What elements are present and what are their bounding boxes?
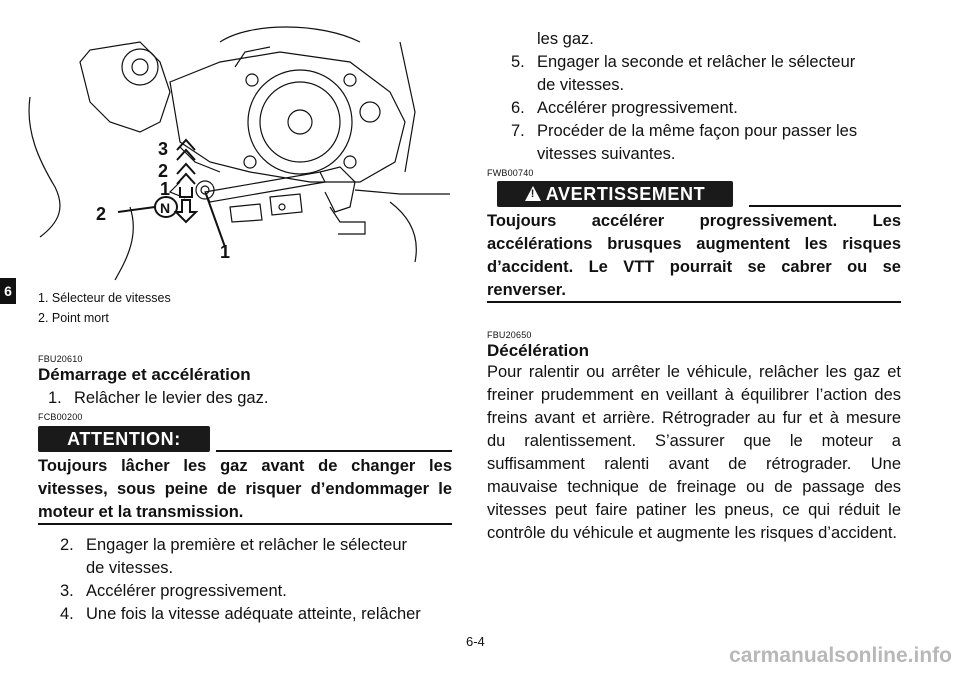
warning-triangle-icon	[525, 186, 541, 201]
warning-text: Toujours accélérer progressivement. Les accélérations brusques augmentent les risques d’accident. Le VTT pourrait se cabrer ou se renverser.	[487, 212, 901, 299]
caption-1: 1. Sélecteur de vitesses	[38, 291, 171, 305]
engine-drawing	[20, 22, 450, 284]
attention-label: ATTENTION:	[38, 426, 210, 452]
list-item-continuation: de vitesses.	[537, 76, 625, 94]
watermark: carmanualsonline.info	[729, 644, 952, 667]
divider	[38, 523, 452, 525]
list-item-continuation: de vitesses.	[86, 559, 174, 577]
divider	[487, 301, 901, 303]
list-item-continuation: les gaz.	[537, 30, 594, 48]
reference-code: FBU20610	[38, 354, 83, 364]
warning-label: !AVERTISSEMENT	[497, 181, 733, 207]
callout-gear-3: 3	[158, 139, 169, 159]
section-heading: Démarrage et accélération	[38, 365, 251, 384]
divider	[749, 205, 901, 207]
callout-gear-2: 2	[158, 161, 169, 181]
reference-code: FWB00740	[487, 168, 534, 178]
caption-2: 2. Point mort	[38, 311, 109, 325]
attention-text: Toujours lâcher les gaz avant de changer les vitesses, sous peine de risquer d’endommager le moteur et la transmission.	[38, 457, 452, 521]
reference-code: FBU20650	[487, 330, 532, 340]
list-item-continuation: vitesses suivantes.	[537, 145, 676, 163]
callout-label-1: 1	[220, 242, 231, 262]
section-heading: Décélération	[487, 341, 590, 360]
gear-shift-illustration	[20, 22, 450, 284]
divider	[216, 450, 452, 452]
attention-banner	[38, 426, 452, 452]
chapter-tab: 6	[0, 278, 16, 304]
page-number: 6-4	[466, 634, 485, 649]
deceleration-paragraph: Pour ralentir ou arrêter le véhicule, relâcher les gaz et freiner prudemment en veillant à équilibrer l’action des freins avant et arrière. Rétrograder au fur et à mesure du ralentissement. S’assurer que le moteur a suffisamment ralenti avant de rétrograder. Une mauvaise technique de freinage ou de passage des vitesses peut faire patiner les pneus, ce qui réduit le contrôle du véhicule et augmente les risques d’accident.	[487, 363, 901, 542]
callout-neutral: N	[160, 200, 171, 216]
reference-code: FCB00200	[38, 412, 83, 422]
warning-banner	[487, 181, 901, 207]
callout-label-2: 2	[96, 204, 107, 224]
callout-gear-1: 1	[160, 179, 171, 199]
